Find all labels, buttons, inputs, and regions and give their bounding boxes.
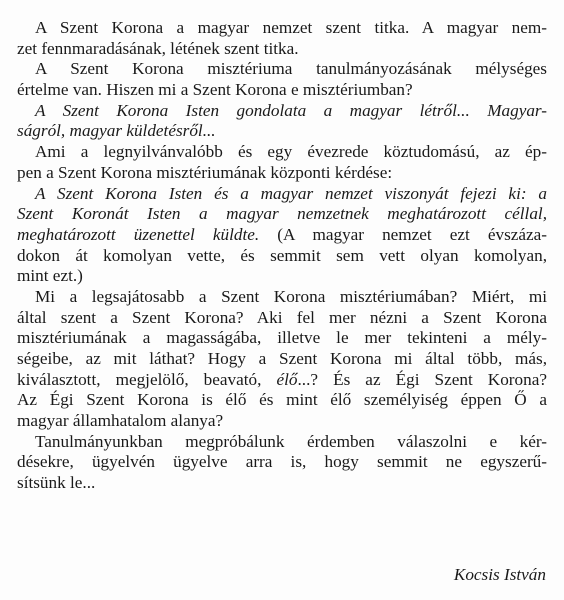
- paragraph-5-line-3-normal: (A magyar nemzet ezt évszáza-: [259, 224, 547, 244]
- paragraph-2-line-2: értelme van. Hiszen mi a Szent Korona e misztériumban?: [17, 80, 413, 100]
- paragraph-6-line-5-italic: élő: [276, 369, 298, 389]
- paragraph-6-line-2: által szent a Szent Korona? Aki fel mer nézni a Szent Korona: [17, 307, 547, 327]
- paragraph-6-line-5-normal-1: kiválasztott, megjelölő, beavató,: [17, 369, 277, 389]
- author-signature: Kocsis István: [453, 565, 546, 584]
- paragraph-5-line-1: A Szent Korona Isten és a magyar nemzet viszonyát fejezi ki: a: [35, 183, 547, 203]
- paragraph-2-line-1: A Szent Korona misztériuma tanulmányozásának mélységes: [35, 59, 547, 79]
- paragraph-3-line-1: A Szent Korona Isten gondolata a magyar létről... Magyar-: [35, 100, 547, 120]
- paragraph-7-line-2: désekre, ügyelvén ügyelve arra is, hogy semmit ne egyszerű-: [17, 452, 547, 472]
- paragraph-4-line-2: pen a Szent Korona misztériumának központi kérdése:: [17, 162, 393, 182]
- paragraph-5-line-5: mint ezt.): [17, 266, 83, 286]
- paragraph-1-line-2: zet fennmaradásának, létének szent titka.: [17, 38, 299, 58]
- paragraph-3-line-2: ságról, magyar küldetésről...: [17, 121, 216, 141]
- paragraph-4-line-1: Ami a legnyilvánvalóbb és egy évezrede köztudomású, az ép-: [35, 142, 547, 162]
- paragraph-6-line-3: misztériumának a magasságába, illetve le mer tekinteni a mély-: [17, 328, 547, 348]
- paragraph-5-line-3: [17, 225, 547, 246]
- body-text: [17, 18, 547, 494]
- paragraph-7-line-1: Tanulmányunkban megpróbálunk érdemben válaszolni e kér-: [35, 431, 547, 451]
- paragraph-5-line-3-italic: meghatározott üzenettel küldte.: [17, 224, 260, 244]
- paragraph-6-line-4: ségeibe, az mit láthat? Hogy a Szent Korona mi által több, más,: [17, 349, 547, 368]
- paragraph-6-line-7: magyar államhatalom alanya?: [17, 411, 224, 431]
- paragraph-7-line-3: sítsünk le...: [17, 473, 96, 493]
- paragraph-6-line-1: Mi a legsajátosabb a Szent Korona misztériumában? Miért, mi: [35, 286, 547, 306]
- paragraph-6-line-6: Az Égi Szent Korona is élő és mint élő személyiség éppen Ő a: [17, 390, 547, 410]
- paragraph-6-line-5-normal-2: ...? És az Égi Szent Korona?: [297, 369, 547, 389]
- paragraph-6-line-5: [17, 370, 547, 391]
- paragraph-5-line-4: dokon át komolyan vette, és semmit sem vett olyan komolyan,: [17, 245, 547, 265]
- paragraph-1-line-1: A Szent Korona a magyar nemzet szent titka. A magyar nem-: [35, 18, 547, 37]
- paragraph-5-line-2: Szent Koronát Isten a magyar nemzetnek meghatározott céllal,: [17, 204, 547, 224]
